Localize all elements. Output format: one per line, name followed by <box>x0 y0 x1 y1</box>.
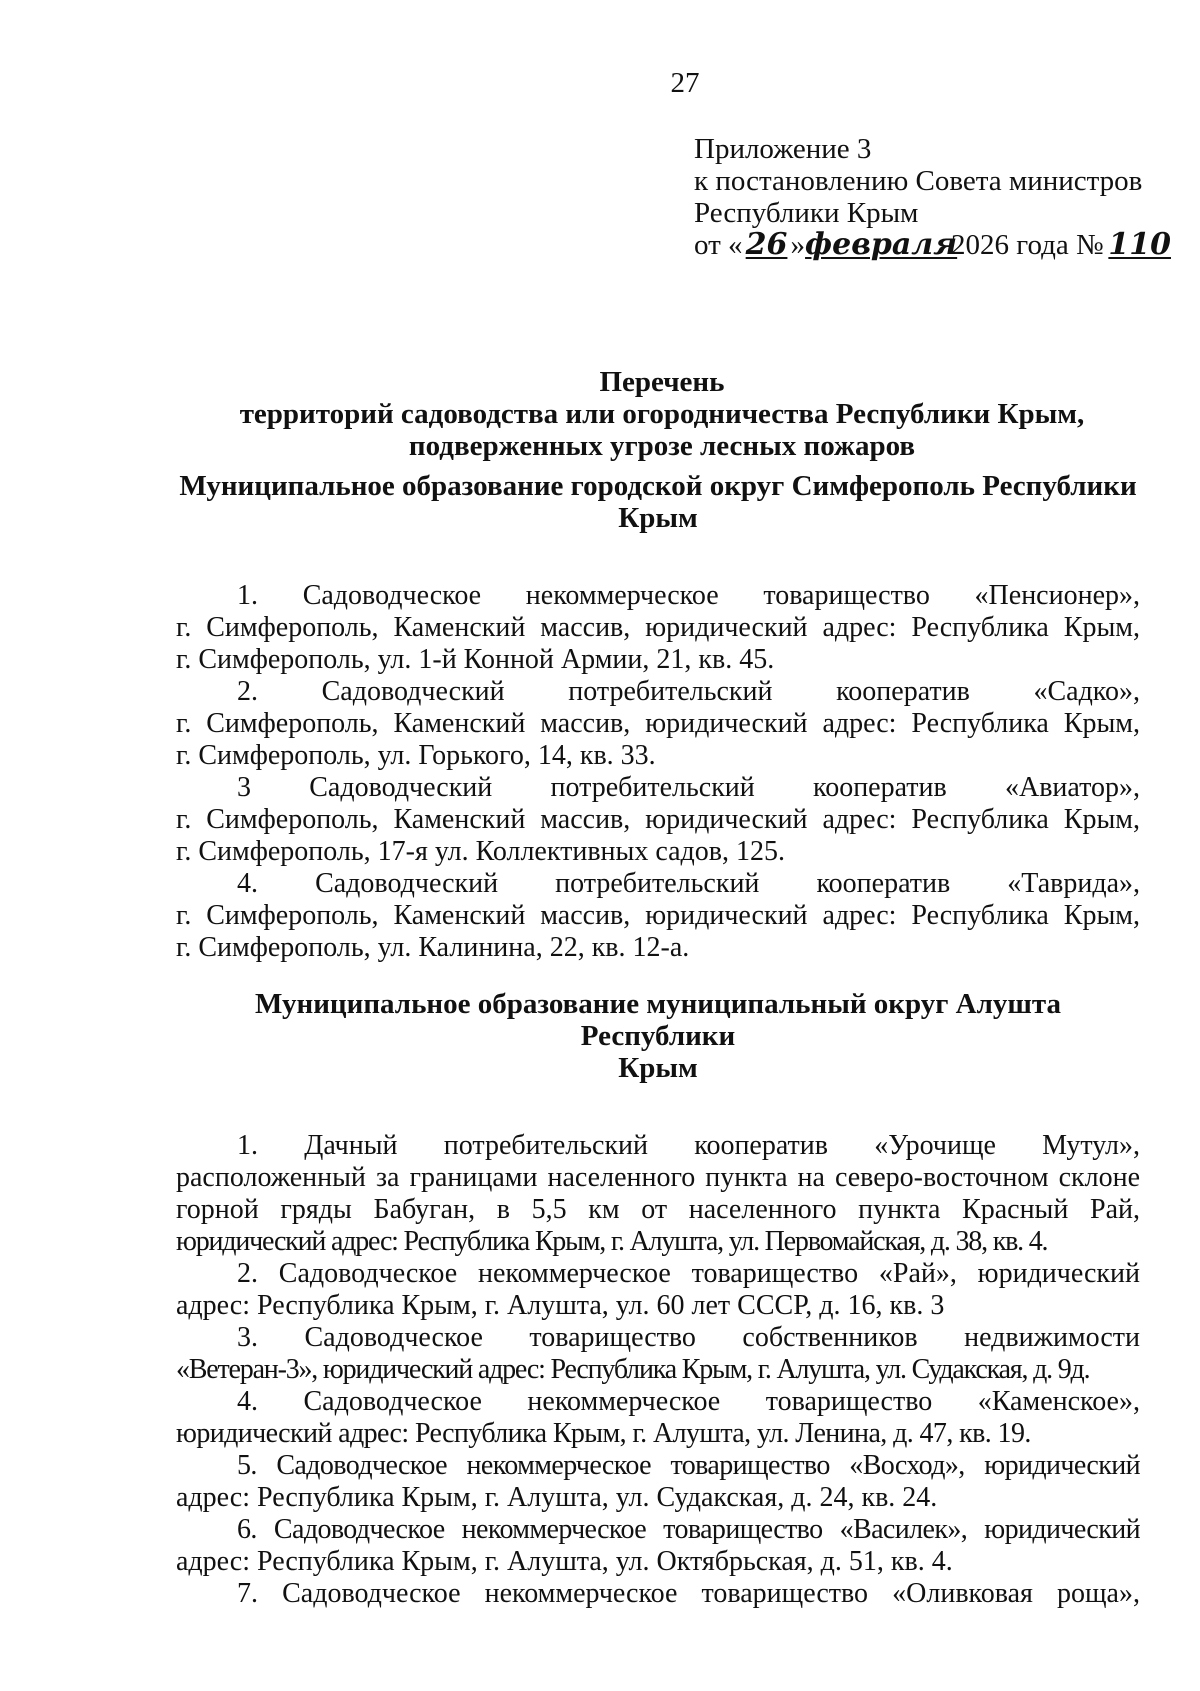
handwritten-number: 110 <box>1108 227 1171 262</box>
section-heading-line-1: Муниципальное образование муниципальный округ Алушта Республики <box>255 988 1061 1052</box>
item-line: юридический адрес: Республика Крым, г. Алушта, ул. Первомайская, д. 38, кв. 4. <box>176 1226 1048 1257</box>
list-item <box>176 580 1140 676</box>
section-items <box>176 580 1140 964</box>
item-line: горной гряды Бабуган, в 5,5 км от населенного пункта Красный Рай, <box>176 1194 1140 1225</box>
date-year: 2026 года № <box>951 229 1104 261</box>
item-line: г. Симферополь, ул. Горького, 14, кв. 33. <box>176 740 656 771</box>
handwritten-month: февраля <box>805 227 958 262</box>
section-heading-line-1: Муниципальное образование городской округ Симферополь Республики <box>179 470 1137 502</box>
appendix-line-2: к постановлению Совета министров <box>694 165 1143 197</box>
item-line: юридический адрес: Республика Крым, г. Алушта, ул. Ленина, д. 47, кв. 19. <box>176 1418 1031 1449</box>
item-line: 2. Садоводческий потребительский кооператив «Садко», <box>237 676 1140 707</box>
section-alushta <box>176 988 1140 1610</box>
item-line: адрес: Республика Крым, г. Алушта, ул. Судакская, д. 24, кв. 24. <box>176 1482 938 1513</box>
document-title <box>150 366 1174 462</box>
item-line: 6. Садоводческое некоммерческое товарищество «Василек», юридический <box>237 1514 1140 1545</box>
item-line: г. Симферополь, ул. Калинина, 22, кв. 12-а. <box>176 932 690 963</box>
list-item <box>176 1386 1140 1450</box>
item-line: «Ветеран-3», юридический адрес: Республика Крым, г. Алушта, ул. Судакская, д. 9д. <box>176 1354 1090 1385</box>
item-line: 7. Садоводческое некоммерческое товарищество «Оливковая роща», <box>237 1578 1140 1609</box>
item-line: 3. Садоводческое товарищество собственников недвижимости <box>237 1322 1140 1353</box>
title-line-2: территорий садоводства или огородничества Республики Крым, <box>239 398 1085 430</box>
date-separator: » <box>790 229 806 261</box>
item-line: 3 Садоводческий потребительский кооператив «Авиатор», <box>237 772 1140 803</box>
list-item <box>176 1450 1140 1514</box>
section-heading <box>176 470 1140 534</box>
title-line-3: подверженных угрозе лесных пожаров <box>408 430 916 462</box>
title-line-1: Перечень <box>599 366 725 398</box>
list-item <box>176 1322 1140 1386</box>
item-line: 4. Садоводческое некоммерческое товарищество «Каменское», <box>237 1386 1140 1417</box>
item-line: адрес: Республика Крым, г. Алушта, ул. Октябрьская, д. 51, кв. 4. <box>176 1546 953 1577</box>
appendix-date-line <box>694 227 1171 262</box>
item-line: 2. Садоводческое некоммерческое товарищество «Рай», юридический <box>237 1258 1140 1289</box>
list-item <box>176 772 1140 868</box>
list-item <box>176 1130 1140 1258</box>
item-line: г. Симферополь, Каменский массив, юридический адрес: Республика Крым, <box>176 612 1140 643</box>
item-line: 5. Садоводческое некоммерческое товарищество «Восход», юридический <box>237 1450 1140 1481</box>
handwritten-day: 26 <box>745 227 788 262</box>
item-line: г. Симферополь, Каменский массив, юридический адрес: Республика Крым, <box>176 804 1140 835</box>
page-number: 27 <box>670 67 700 99</box>
section-simferopol <box>176 470 1140 964</box>
item-line: расположенный за границами населенного пункта на северо-восточном склоне <box>176 1162 1140 1193</box>
item-line: 4. Садоводческий потребительский кооператив «Таврида», <box>237 868 1140 899</box>
list-item <box>176 1258 1140 1322</box>
section-items <box>176 1130 1140 1610</box>
item-line: 1. Дачный потребительский кооператив «Урочище Мутул», <box>237 1130 1140 1161</box>
date-prefix: от « <box>694 229 743 261</box>
item-line: г. Симферополь, Каменский массив, юридический адрес: Республика Крым, <box>176 708 1140 739</box>
list-item <box>176 868 1140 964</box>
section-heading <box>176 988 1140 1084</box>
list-item <box>176 676 1140 772</box>
list-item <box>176 1578 1140 1610</box>
appendix-line-1: Приложение 3 <box>694 133 872 165</box>
item-line: адрес: Республика Крым, г. Алушта, ул. 60 лет СССР, д. 16, кв. 3 <box>176 1290 945 1321</box>
section-heading-line-2: Крым <box>618 502 698 534</box>
item-line: 1. Садоводческое некоммерческое товарищество «Пенсионер», <box>237 580 1140 611</box>
appendix-block <box>694 133 1171 262</box>
section-heading-line-2: Крым <box>618 1052 698 1084</box>
appendix-line-3: Республики Крым <box>694 197 919 229</box>
item-line: г. Симферополь, 17-я ул. Коллективных садов, 125. <box>176 836 785 867</box>
item-line: г. Симферополь, Каменский массив, юридический адрес: Республика Крым, <box>176 900 1140 931</box>
list-item <box>176 1514 1140 1578</box>
item-line: г. Симферополь, ул. 1-й Конной Армии, 21, кв. 45. <box>176 644 775 675</box>
